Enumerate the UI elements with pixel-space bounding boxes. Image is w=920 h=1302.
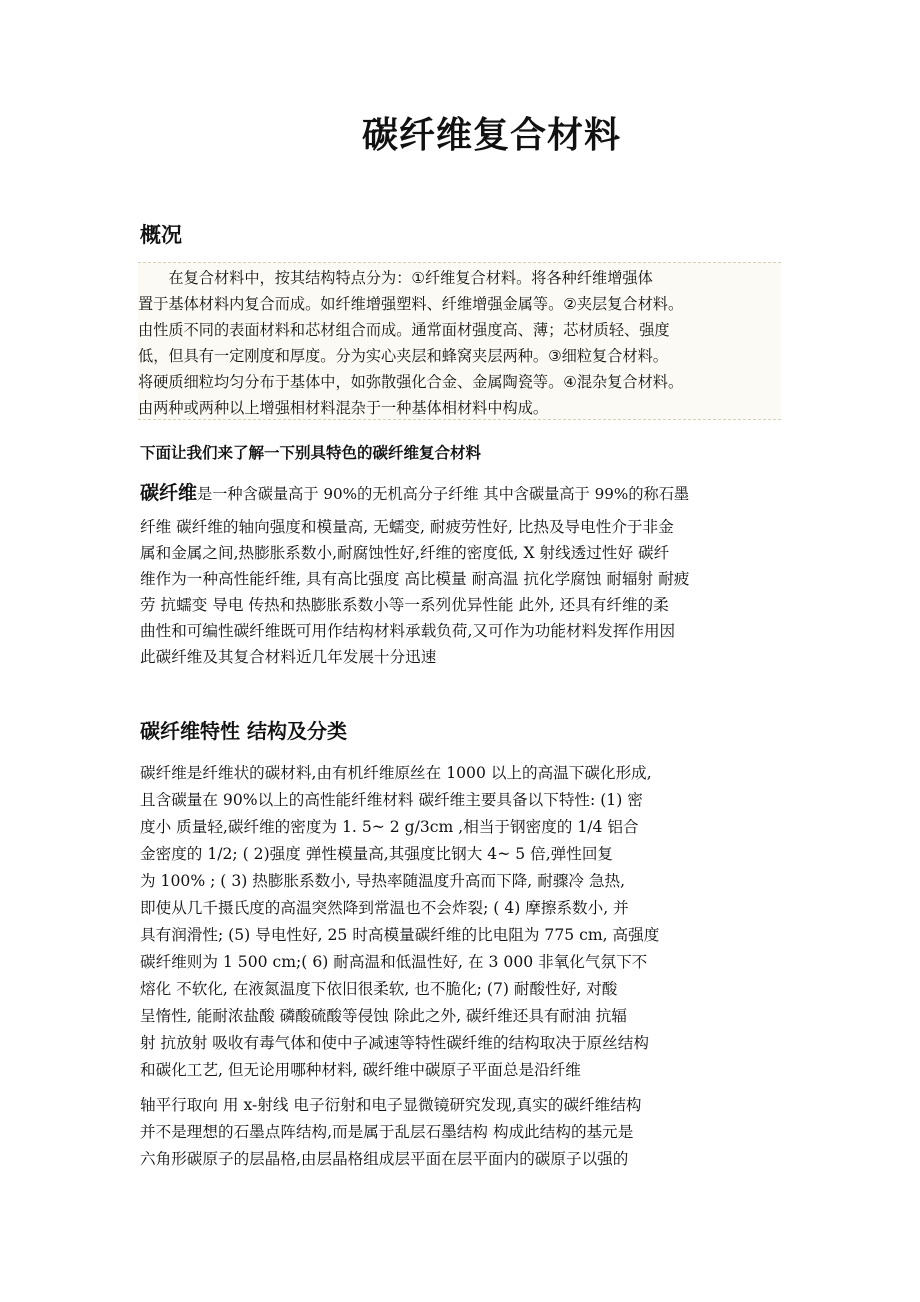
intro-line: 劳 抗蠕变 导电 传热和热膨胀系数小等一系列优异性能 此外, 还具有纤维的柔 [140, 596, 669, 614]
structure-line: 六角形碳原子的层晶格,由层晶格组成层平面在层平面内的碳原子以强的 [140, 1150, 629, 1168]
intro-first-line-text: 是一种含碳量高于 90%的无机高分子纤维 其中含碳量高于 99%的称石墨 [197, 485, 690, 503]
overview-line: 将硬质细粒均匀分布于基体中，如弥散强化合金、金属陶瓷等。④混杂复合材料。 [138, 373, 684, 391]
intro-line: 维作为一种高性能纤维, 具有高比强度 高比模量 耐高温 抗化学腐蚀 耐辐射 耐疲 [140, 570, 690, 588]
structure-line: 即使从几千摄氏度的高温突然降到常温也不会炸裂; ( 4) 摩擦系数小, 并 [140, 899, 629, 917]
structure-line: 且含碳量在 90%以上的高性能纤维材料 碳纤维主要具备以下特性: (1) 密 [140, 791, 643, 809]
structure-line: 碳纤维则为 1 500 cm;( 6) 耐高温和低温性好, 在 3 000 非氧化气氛下不 [140, 953, 648, 971]
intro-line: 纤维 碳纤维的轴向强度和模量高, 无蠕变, 耐疲劳性好, 比热及导电性介于非金 [140, 518, 674, 536]
overview-heading: 概况 [140, 223, 182, 247]
intro-line: 属和金属之间,热膨胀系数小,耐腐蚀性好,纤维的密度低, X 射线透过性好 碳纤 [140, 544, 670, 562]
intro-first-line [140, 478, 785, 509]
structure-line: 度小 质量轻,碳纤维的密度为 1. 5~ 2 g/3cm ,相当于钢密度的 1/4 铝合 [140, 818, 639, 836]
structure-line: 为 100% ; ( 3) 热膨胀系数小, 导热率随温度升高而下降, 耐骤冷 急热, [140, 872, 626, 890]
structure-line: 碳纤维是纤维状的碳材料,由有机纤维原丝在 1000 以上的高温下碳化形成, [140, 764, 652, 782]
overview-paragraph-box [138, 262, 781, 420]
structure-line: 和碳化工艺, 但无论用哪种材料, 碳纤维中碳原子平面总是沿纤维 [140, 1061, 581, 1079]
structure-line: 熔化 不软化, 在液氮温度下依旧很柔软, 也不脆化; (7) 耐酸性好, 对酸 [140, 980, 618, 998]
intro-term: 碳纤维 [140, 482, 198, 504]
overview-line: 由两种或两种以上增强相材料混杂于一种基体相材料中构成。 [138, 399, 549, 417]
intro-heading: 下面让我们来了解一下别具特色的碳纤维复合材料 [140, 444, 482, 462]
structure-line: 并不是理想的石墨点阵结构,而是属于乱层石墨结构 构成此结构的基元是 [140, 1123, 634, 1141]
intro-line: 此碳纤维及其复合材料近几年发展十分迅速 [140, 648, 437, 666]
overview-line: 低，但具有一定刚度和厚度。分为实心夹层和蜂窝夹层两种。③细粒复合材料。 [138, 347, 668, 365]
document-title: 碳纤维复合材料 [362, 115, 622, 156]
structure-line: 轴平行取向 用 x-射线 电子衍射和电子显微镜研究发现,真实的碳纤维结构 [140, 1096, 642, 1114]
overview-line: 由性质不同的表面材料和芯材组合而成。通常面材强度高、薄；芯材质轻、强度 [138, 321, 670, 339]
structure-line: 金密度的 1/2; ( 2)强度 弹性模量高,其强度比钢大 4~ 5 倍,弹性回复 [140, 845, 614, 863]
structure-line: 具有润滑性; (5) 导电性好, 25 时高模量碳纤维的比电阻为 775 cm, 高强度 [140, 926, 660, 944]
intro-line: 曲性和可编性碳纤维既可用作结构材料承载负荷,又可作为功能材料发挥作用因 [140, 622, 676, 640]
overview-line: 置于基体材料内复合而成。如纤维增强塑料、纤维增强金属等。②夹层复合材料。 [138, 295, 684, 313]
overview-line: 在复合材料中，按其结构特点分为：①纤维复合材料。将各种纤维增强体 [138, 269, 653, 287]
structure-heading: 碳纤维特性 结构及分类 [140, 719, 347, 743]
structure-line: 呈惰性, 能耐浓盐酸 磷酸硫酸等侵蚀 除此之外, 碳纤维还具有耐油 抗辐 [140, 1007, 627, 1025]
structure-line: 射 抗放射 吸收有毒气体和使中子减速等特性碳纤维的结构取决于原丝结构 [140, 1034, 649, 1052]
